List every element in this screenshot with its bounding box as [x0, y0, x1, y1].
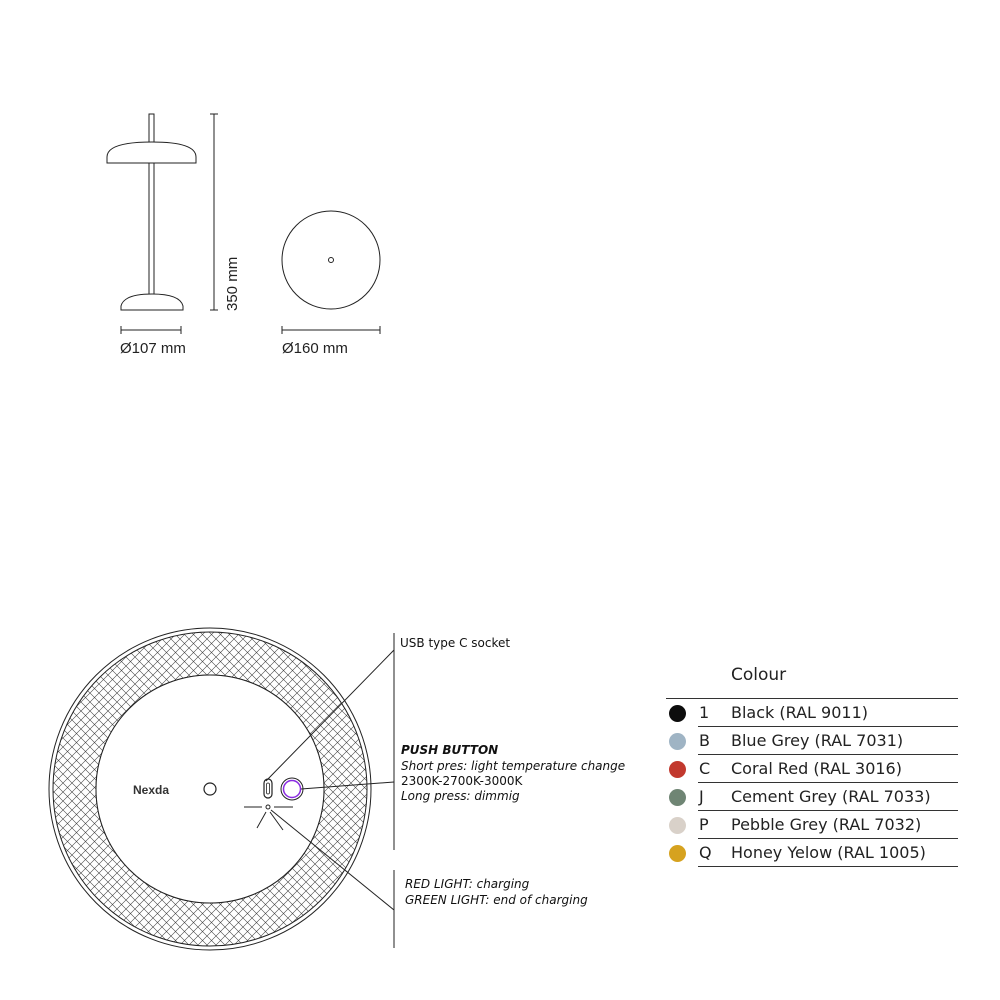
- colour-name: Cement Grey (RAL 7033): [731, 787, 931, 806]
- colour-table-title: Colour: [666, 662, 958, 699]
- push-temperature-values: 2300K-2700K-3000K: [401, 774, 523, 788]
- lamp-top-view: [282, 211, 380, 309]
- colour-row: [666, 811, 958, 839]
- colour-swatch: [669, 789, 686, 806]
- red-light-callout: RED LIGHT: charging: [405, 877, 530, 891]
- center-hole: [204, 783, 216, 795]
- push-short-press-text: Short pres: light temperature change: [401, 759, 626, 773]
- colour-code: B: [699, 731, 710, 750]
- colour-row: [666, 699, 958, 727]
- shade-diameter-label: Ø107 mm: [120, 340, 186, 357]
- colour-code: 1: [699, 703, 710, 722]
- colour-list: [666, 699, 958, 867]
- colour-name: Black (RAL 9011): [731, 703, 868, 722]
- green-light-callout: GREEN LIGHT: end of charging: [405, 893, 588, 907]
- colour-row: [666, 839, 958, 867]
- push-long-press-text: Long press: dimmig: [401, 789, 520, 803]
- lamp-front-view: [107, 114, 196, 310]
- base-diameter-label: Ø160 mm: [282, 340, 348, 357]
- colour-code: J: [699, 787, 704, 806]
- row-divider: [698, 866, 958, 867]
- height-label: 350 mm: [224, 256, 241, 311]
- brand-logo: Nexda: [133, 783, 170, 797]
- colour-name: Honey Yelow (RAL 1005): [731, 843, 926, 862]
- colour-row: [666, 783, 958, 811]
- colour-code: C: [699, 759, 711, 778]
- colour-name: Coral Red (RAL 3016): [731, 759, 902, 778]
- colour-swatch: [669, 761, 686, 778]
- colour-code: Q: [699, 843, 712, 862]
- colour-table: [666, 662, 958, 867]
- colour-row: [666, 755, 958, 783]
- colour-swatch: [669, 817, 686, 834]
- push-button: [281, 778, 303, 800]
- colour-swatch: [669, 705, 686, 722]
- base-diameter-dimension: [282, 326, 380, 334]
- height-dimension-line: [210, 114, 218, 310]
- colour-name: Pebble Grey (RAL 7032): [731, 815, 922, 834]
- colour-name: Blue Grey (RAL 7031): [731, 731, 904, 750]
- usb-callout-label: USB type C socket: [400, 636, 511, 650]
- usb-c-socket: [264, 779, 272, 798]
- push-button-title: PUSH BUTTON: [401, 743, 499, 757]
- colour-swatch: [669, 845, 686, 862]
- shade-diameter-dimension: [121, 326, 181, 334]
- colour-code: P: [699, 815, 709, 834]
- colour-row: [666, 727, 958, 755]
- colour-swatch: [669, 733, 686, 750]
